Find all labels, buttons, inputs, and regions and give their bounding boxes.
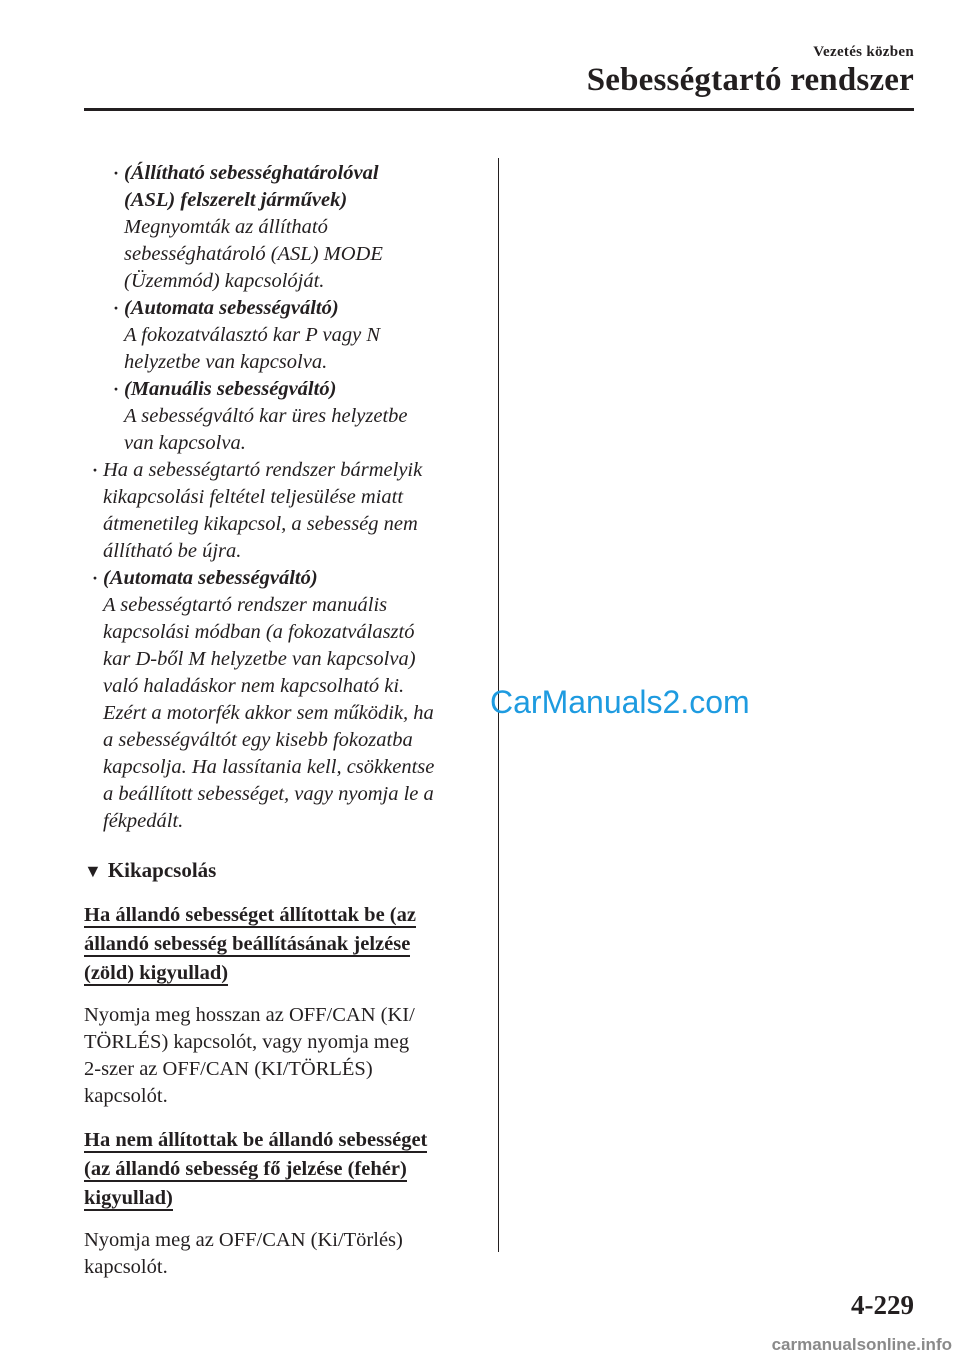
- condition-line: Ha állandó sebességet állítottak be (az: [84, 904, 416, 926]
- page-title: Sebességtartó rendszer: [586, 62, 914, 98]
- section-heading: [84, 857, 479, 885]
- list-item: [113, 160, 479, 295]
- condition-line: állandó sebesség beállításának jelzése: [84, 933, 411, 955]
- condition-line: Ha nem állítottak be állandó sebességet: [84, 1129, 428, 1151]
- item-text: kapcsolja. Ha lassítania kell, csökkentse: [103, 756, 435, 778]
- item-text: kikapcsolási feltétel teljesülése miatt: [103, 486, 404, 508]
- condition-heading: [84, 901, 479, 988]
- condition-heading: [84, 1126, 479, 1213]
- text-line: TÖRLÉS) kapcsolót, vagy nyomja meg: [84, 1031, 410, 1053]
- item-text: állítható be újra.: [103, 540, 242, 562]
- text-line: kapcsolót.: [84, 1256, 168, 1278]
- item-text: Ezért a motorfék akkor sem működik, ha: [103, 702, 434, 724]
- footer-watermark: carmanualsonline.info: [771, 1335, 952, 1354]
- item-text: A sebességtartó rendszer manuális: [103, 594, 388, 616]
- chapter-label: Vezetés közben: [813, 44, 914, 60]
- item-text: fékpedált.: [103, 810, 184, 832]
- bullet-icon: ·: [113, 163, 120, 183]
- text-line: Nyomja meg az OFF/CAN (Ki/Törlés): [84, 1229, 403, 1251]
- text-line: 2-szer az OFF/CAN (KI/TÖRLÉS): [84, 1058, 373, 1080]
- item-text: a beállított sebességet, vagy nyomja le a: [103, 783, 434, 805]
- list-item: [92, 457, 479, 565]
- watermark-text: CarManuals2.com: [490, 684, 750, 720]
- list-item: [113, 376, 479, 457]
- item-title: (ASL) felszerelt járművek): [124, 189, 348, 211]
- bullet-icon: ·: [92, 460, 99, 480]
- item-text: sebességhatároló (ASL) MODE: [124, 243, 383, 265]
- list-item: [92, 565, 479, 835]
- triangle-down-icon: ▼: [84, 861, 102, 881]
- bullet-icon: ·: [92, 568, 99, 588]
- left-column: [84, 160, 479, 1281]
- condition-line: kigyullad): [84, 1187, 173, 1209]
- item-text: A sebességváltó kar üres helyzetbe: [124, 405, 408, 427]
- text-line: kapcsolót.: [84, 1085, 168, 1107]
- list-item: [113, 295, 479, 376]
- item-text: Ha a sebességtartó rendszer bármelyik: [103, 459, 423, 481]
- item-text: kar D-ből M helyzetbe van kapcsolva): [103, 648, 416, 670]
- item-text: helyzetbe van kapcsolva.: [124, 351, 328, 373]
- item-title: (Automata sebességváltó): [103, 567, 318, 589]
- item-text: a sebességváltót egy kisebb fokozatba: [103, 729, 413, 751]
- condition-line: (zöld) kigyullad): [84, 962, 229, 984]
- instruction-text: [84, 1227, 479, 1281]
- bullet-icon: ·: [113, 379, 120, 399]
- item-title: (Állítható sebességhatárolóval: [124, 162, 379, 184]
- item-title: (Automata sebességváltó): [124, 297, 339, 319]
- header-divider: [84, 108, 914, 111]
- page-number: 4-229: [851, 1290, 914, 1320]
- instruction-text: [84, 1002, 479, 1110]
- text-line: Nyomja meg hosszan az OFF/CAN (KI/: [84, 1004, 415, 1026]
- condition-line: (az állandó sebesség fő jelzése (fehér): [84, 1158, 407, 1180]
- item-text: való haladáskor nem kapcsolható ki.: [103, 675, 405, 697]
- item-text: van kapcsolva.: [124, 432, 246, 454]
- item-text: (Üzemmód) kapcsolóját.: [124, 270, 325, 292]
- item-title: (Manuális sebességváltó): [124, 378, 337, 400]
- item-text: Megnyomták az állítható: [124, 216, 328, 238]
- bullet-icon: ·: [113, 298, 120, 318]
- section-heading-text: Kikapcsolás: [107, 858, 217, 882]
- item-text: kapcsolási módban (a fokozatválasztó: [103, 621, 415, 643]
- item-text: átmenetileg kikapcsol, a sebesség nem: [103, 513, 418, 535]
- item-text: A fokozatválasztó kar P vagy N: [124, 324, 381, 346]
